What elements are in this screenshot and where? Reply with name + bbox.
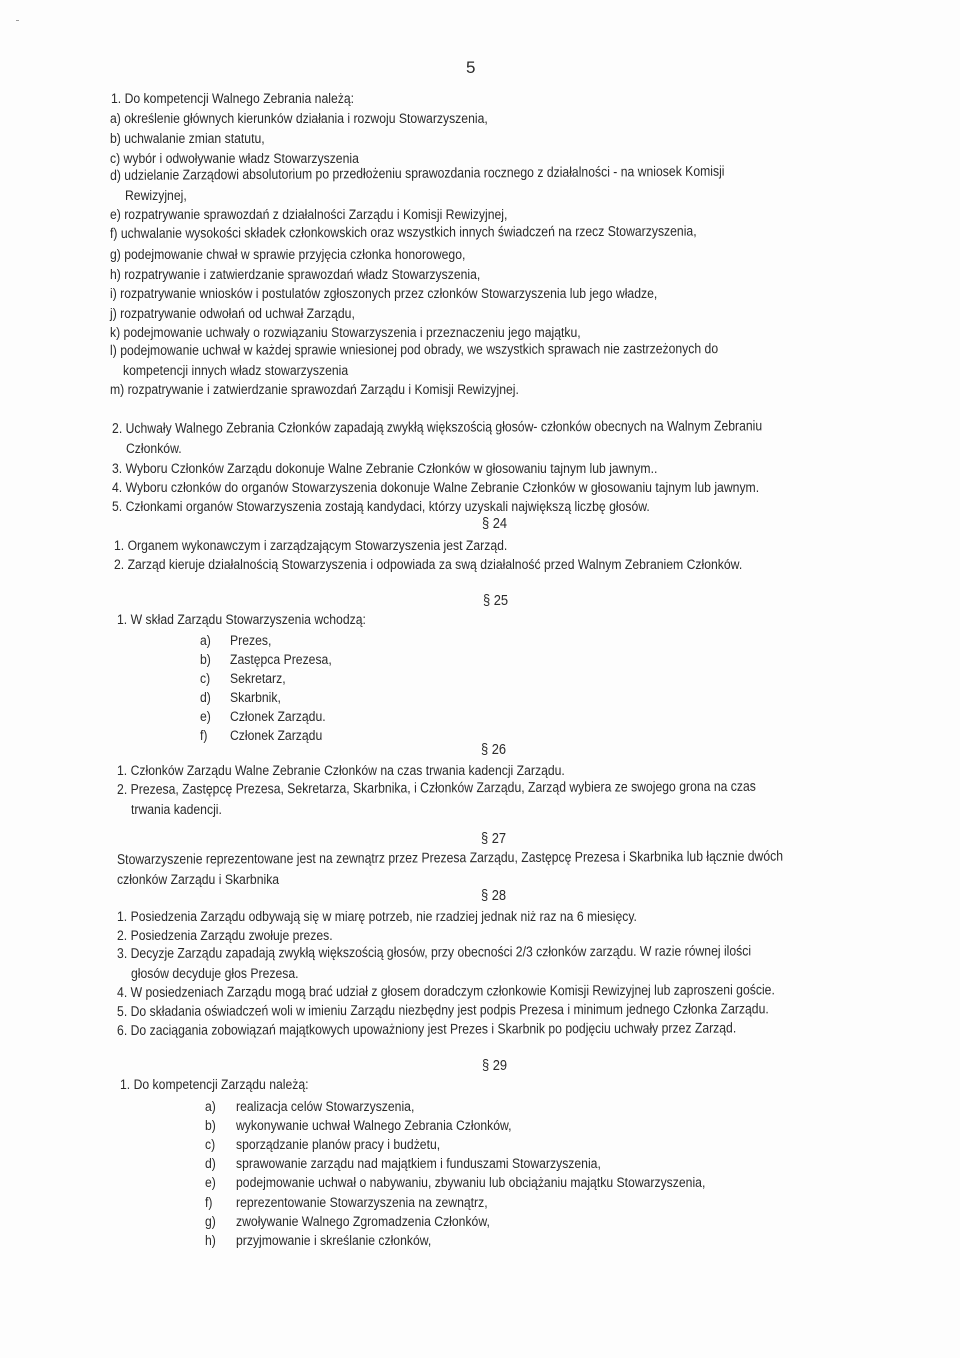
section-heading: § 28 [481,887,507,904]
list-marker: d) [200,690,211,706]
list-item: d) udzielanie Zarządowi absolutorium po przedłożeniu sprawozdania rocznego z działalności - na wniosek Komisji [110,163,725,184]
paragraph: 6. Do zaciągania zobowiązań majątkowych upoważniony jest Prezes i Skarbnik po podjęciu uchwały przez Zarząd. [117,1020,737,1039]
scan-mark [16,20,19,21]
list-marker: e) [200,709,211,725]
list-item: wykonywanie uchwał Walnego Zebrania Członków, [236,1118,512,1134]
list-marker: b) [205,1118,216,1134]
list-item: Zastępca Prezesa, [230,652,332,668]
paragraph: 1. Członków Zarządu Walne Zebranie Członków na czas trwania kadencji Zarządu. [117,763,565,779]
list-marker: c) [205,1137,216,1153]
paragraph: 5. Członkami organów Stowarzyszenia zostają kandydaci, którzy uzyskali największą liczbę głosów. [112,499,650,515]
list-item: podejmowanie uchwał o nabywaniu, zbywaniu lub obciążaniu majątku Stowarzyszenia, [236,1175,706,1191]
list-marker: f) [200,728,208,744]
list-marker: a) [205,1099,216,1115]
list-marker: d) [205,1156,216,1172]
list-item-cont: kompetencji innych władz stowarzyszenia [123,363,349,379]
list-item: l) podejmowanie uchwał w każdej sprawie wniesionej pod obrady, we wszystkich sprawach nie zastrzeżonych do [110,341,719,359]
list-item: a) określenie głównych kierunków działania i rozwoju Stowarzyszenia, [110,111,488,127]
section-heading: § 26 [481,741,507,758]
list-item: przyjmowanie i skreślanie członków, [236,1233,432,1249]
paragraph-cont: trwania kadencji. [131,802,222,818]
list-item: e) rozpatrywanie sprawozdań z działalności Zarządu i Komisji Rewizyjnej, [110,207,508,223]
paragraph-cont: Członków. [126,441,182,457]
paragraph-intro: 1. Do kompetencji Walnego Zebrania należą: [111,91,355,107]
section-heading: § 24 [482,515,508,532]
list-item: reprezentowanie Stowarzyszenia na zewnątrz, [236,1195,488,1211]
list-item: Prezes, [230,633,272,649]
list-marker: a) [200,633,211,649]
paragraph: 3. Wyboru Członków Zarządu dokonuje Walne Zebranie Członków w głosowaniu tajnym lub jawnym.. [112,461,658,477]
paragraph-intro: 1. W skład Zarządu Stowarzyszenia wchodzą: [117,612,366,628]
page-number: 5 [466,58,476,77]
list-marker: f) [205,1195,213,1211]
list-item: zwoływanie Walnego Zgromadzenia Członków, [236,1214,490,1230]
list-item: i) rozpatrywanie wniosków i postulatów zgłoszonych przez członków Stowarzyszenia lub jego władze, [110,286,658,302]
section-heading: § 27 [481,830,507,847]
list-item: g) podejmowanie chwał w sprawie przyjęcia członka honorowego, [110,247,466,263]
paragraph: 4. W posiedzeniach Zarządu mogą brać udział z głosem doradczym członkowie Komisji Rewizyjnej lub zaproszeni goście. [117,982,775,1001]
list-item: Sekretarz, [230,671,286,687]
list-item: j) rozpatrywanie odwołań od uchwał Zarządu, [110,306,355,322]
section-heading: § 25 [483,592,509,609]
list-item-cont: Rewizyjnej, [125,188,187,204]
list-item: m) rozpatrywanie i zatwierdzanie sprawozdań Zarządu i Komisji Rewizyjnej. [110,382,519,398]
paragraph: 4. Wyboru członków do organów Stowarzyszenia dokonuje Walne Zebranie Członków w głosowaniu tajnym lub jawnym. [112,480,760,496]
list-item: Członek Zarządu [230,728,323,744]
list-item: sporządzanie planów pracy i budżetu, [236,1137,441,1153]
list-marker: e) [205,1175,216,1191]
paragraph-cont: członków Zarządu i Skarbnika [117,872,280,888]
list-item: Skarbnik, [230,690,281,706]
paragraph: 1. Organem wykonawczym i zarządzającym Stowarzyszenia jest Zarząd. [114,538,508,554]
paragraph: 5. Do składania oświadczeń woli w imieniu Zarządu niezbędny jest podpis Prezesa i minimum jednego Członka Zarządu. [117,1001,769,1020]
paragraph-intro: 1. Do kompetencji Zarządu należą: [120,1077,309,1093]
list-item: k) podejmowanie uchwały o rozwiązaniu Stowarzyszenia i przeznaczeniu jego majątku, [110,325,581,341]
list-marker: h) [205,1233,216,1249]
list-marker: g) [205,1214,216,1230]
list-marker: b) [200,652,211,668]
list-item: Członek Zarządu. [230,709,326,725]
list-item: sprawowanie zarządu nad majątkiem i funduszami Stowarzyszenia, [236,1156,601,1172]
paragraph: 2. Zarząd kieruje działalnością Stowarzyszenia i odpowiada za swą działalność przed Walnym Zebraniem Członków. [114,557,743,573]
list-item: b) uchwalanie zmian statutu, [110,131,265,147]
list-item: realizacja celów Stowarzyszenia, [236,1099,415,1115]
paragraph: 2. Prezesa, Zastępcę Prezesa, Sekretarza, Skarbnika, i Członków Zarządu, Zarząd wybiera ze swojego grona na czas [117,778,756,798]
list-item: h) rozpatrywanie i zatwierdzanie sprawozdań władz Stowarzyszenia, [110,267,481,283]
section-heading: § 29 [482,1057,508,1074]
paragraph-cont: głosów decyduje głos Prezesa. [131,966,299,982]
paragraph: Stowarzyszenie reprezentowane jest na zewnątrz przez Prezesa Zarządu, Zastępcę Prezesa i Skarbnika lub łącznie dwóch [117,848,784,868]
list-marker: c) [200,671,211,687]
paragraph: 2. Uchwały Walnego Zebrania Członków zapadają zwykłą większością głosów- członków obecnych na Walnym Zebraniu [112,418,763,437]
paragraph: 2. Posiedzenia Zarządu zwołuje prezes. [117,928,333,944]
paragraph: 1. Posiedzenia Zarządu odbywają się w miarę potrzeb, nie rzadziej jednak niż raz na 6 miesięcy. [117,909,637,925]
list-item: c) wybór i odwoływanie władz Stowarzyszenia [110,151,359,167]
list-item: f) uchwalanie wysokości składek członkowskich oraz wszystkich innych świadczeń na rzecz Stowarzyszenia, [110,223,697,242]
paragraph: 3. Decyzje Zarządu zapadają zwykłą większością głosów, przy obecności 2/3 członków zarządu. W razie równej ilości [117,943,752,962]
